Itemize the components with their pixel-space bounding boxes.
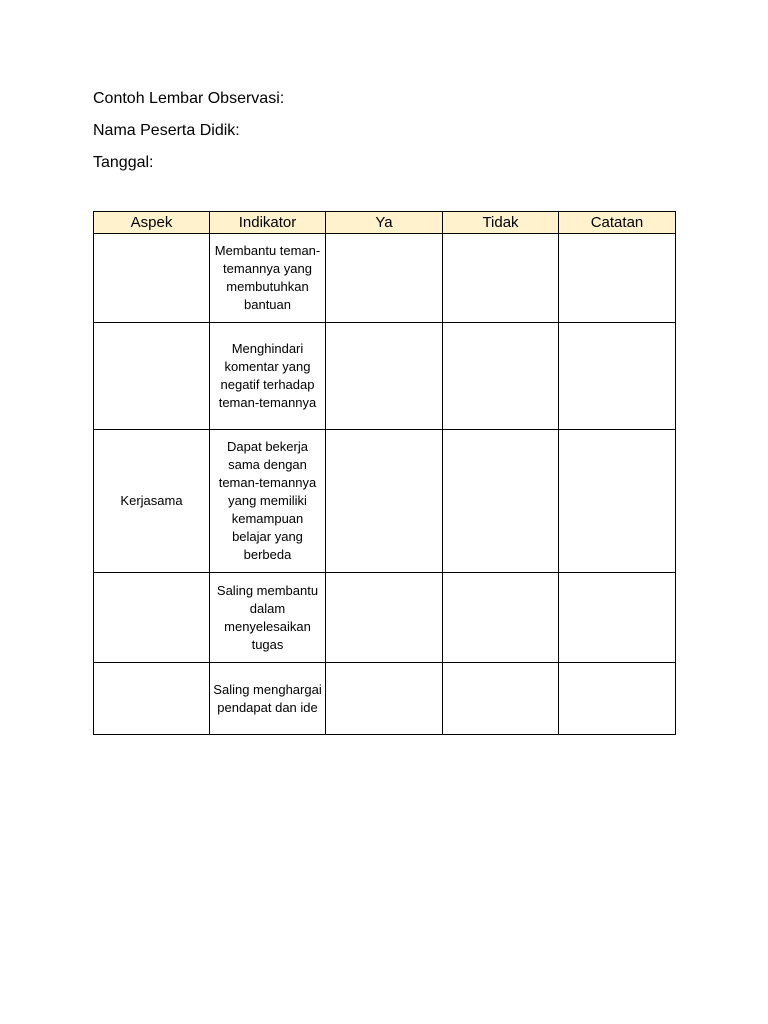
catatan-cell[interactable] xyxy=(559,663,676,735)
aspek-cell-empty xyxy=(94,234,210,323)
indikator-cell: Saling menghargai pendapat dan ide xyxy=(210,663,326,735)
catatan-cell[interactable] xyxy=(559,234,676,323)
header-tidak: Tidak xyxy=(443,212,559,234)
aspek-cell-empty xyxy=(94,573,210,663)
aspek-cell: Kerjasama xyxy=(94,430,210,573)
table-row xyxy=(94,234,676,323)
table-row xyxy=(94,573,676,663)
header-ya: Ya xyxy=(326,212,443,234)
header-indikator: Indikator xyxy=(210,212,326,234)
table-row xyxy=(94,430,676,573)
ya-cell[interactable] xyxy=(326,430,443,573)
tidak-cell[interactable] xyxy=(443,234,559,323)
table-header-row xyxy=(94,212,676,234)
student-name-label: Nama Peserta Didik: xyxy=(93,122,240,139)
indikator-cell: Menghindari komentar yang negatif terhadap teman-temannya xyxy=(210,323,326,430)
tidak-cell[interactable] xyxy=(443,663,559,735)
aspek-cell-empty xyxy=(94,323,210,430)
indikator-cell: Dapat bekerja sama dengan teman-temannya yang memiliki kemampuan belajar yang berbeda xyxy=(210,430,326,573)
indikator-cell: Saling membantu dalam menyelesaikan tugas xyxy=(210,573,326,663)
table-row xyxy=(94,663,676,735)
header-aspek: Aspek xyxy=(94,212,210,234)
document-title: Contoh Lembar Observasi: xyxy=(93,90,285,107)
date-label: Tanggal: xyxy=(93,154,154,171)
ya-cell[interactable] xyxy=(326,663,443,735)
tidak-cell[interactable] xyxy=(443,573,559,663)
indikator-cell: Membantu teman-temannya yang membutuhkan bantuan xyxy=(210,234,326,323)
table-row xyxy=(94,323,676,430)
tidak-cell[interactable] xyxy=(443,323,559,430)
catatan-cell[interactable] xyxy=(559,430,676,573)
ya-cell[interactable] xyxy=(326,234,443,323)
ya-cell[interactable] xyxy=(326,573,443,663)
catatan-cell[interactable] xyxy=(559,323,676,430)
header-catatan: Catatan xyxy=(559,212,676,234)
observation-table xyxy=(93,211,676,735)
tidak-cell[interactable] xyxy=(443,430,559,573)
ya-cell[interactable] xyxy=(326,323,443,430)
catatan-cell[interactable] xyxy=(559,573,676,663)
aspek-cell-empty xyxy=(94,663,210,735)
